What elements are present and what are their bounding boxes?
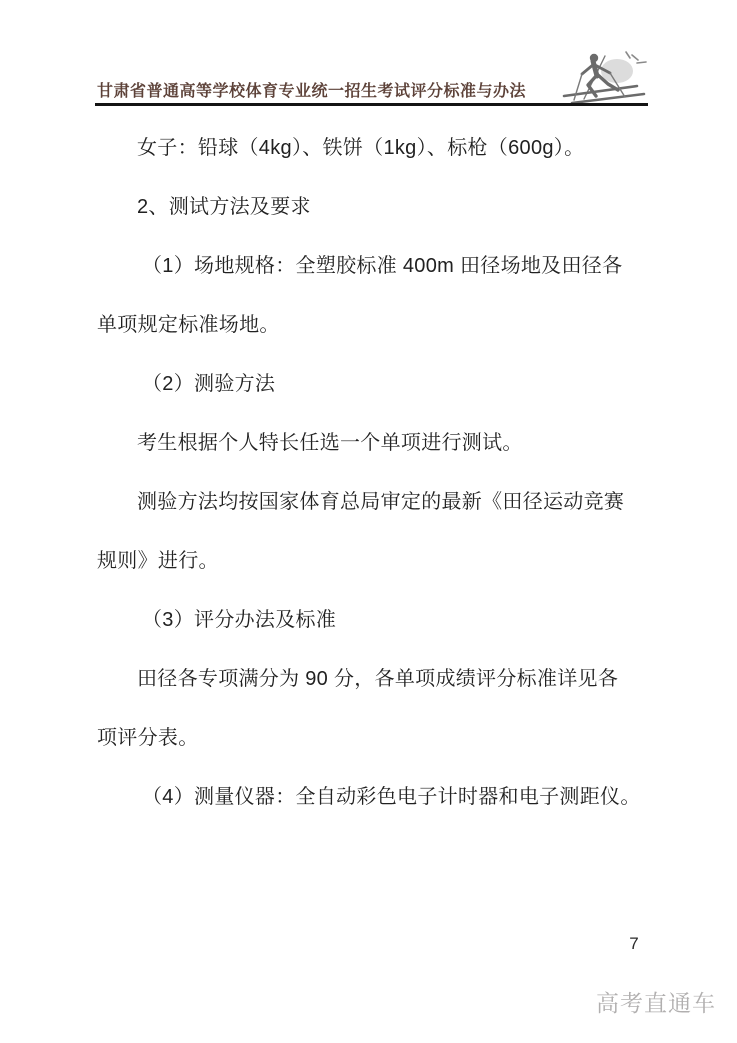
text-line: （4）测量仪器：全自动彩色电子计时器和电子测距仪。 bbox=[142, 786, 641, 808]
skier-icon bbox=[560, 50, 648, 104]
text-line: （1）场地规格：全塑胶标准 400m 田径场地及田径各 bbox=[142, 255, 623, 277]
text-line: 单项规定标准场地。 bbox=[97, 314, 280, 336]
text-line: 考生根据个人特长任选一个单项进行测试。 bbox=[137, 432, 523, 454]
text-line: （3）评分办法及标准 bbox=[142, 609, 337, 631]
text-line: 测验方法均按国家体育总局审定的最新《田径运动竞赛 bbox=[137, 491, 625, 513]
text-line: 田径各专项满分为 90 分，各单项成绩评分标准详见各 bbox=[137, 668, 619, 690]
text-line: 规则》进行。 bbox=[97, 550, 219, 572]
text-line: 2、测试方法及要求 bbox=[137, 196, 311, 218]
header-rule bbox=[95, 103, 648, 106]
document-body bbox=[97, 119, 657, 827]
text-line: 女子：铅球（4kg）、铁饼（1kg）、标枪（600g）。 bbox=[137, 137, 585, 159]
text-line: （2）测验方法 bbox=[142, 373, 276, 395]
watermark: 高考直通车 bbox=[596, 990, 716, 1016]
page-number: 7 bbox=[629, 934, 639, 953]
text-line: 项评分表。 bbox=[97, 727, 199, 749]
page-header-title: 甘肃省普通高等学校体育专业统一招生考试评分标准与办法 bbox=[97, 83, 527, 100]
